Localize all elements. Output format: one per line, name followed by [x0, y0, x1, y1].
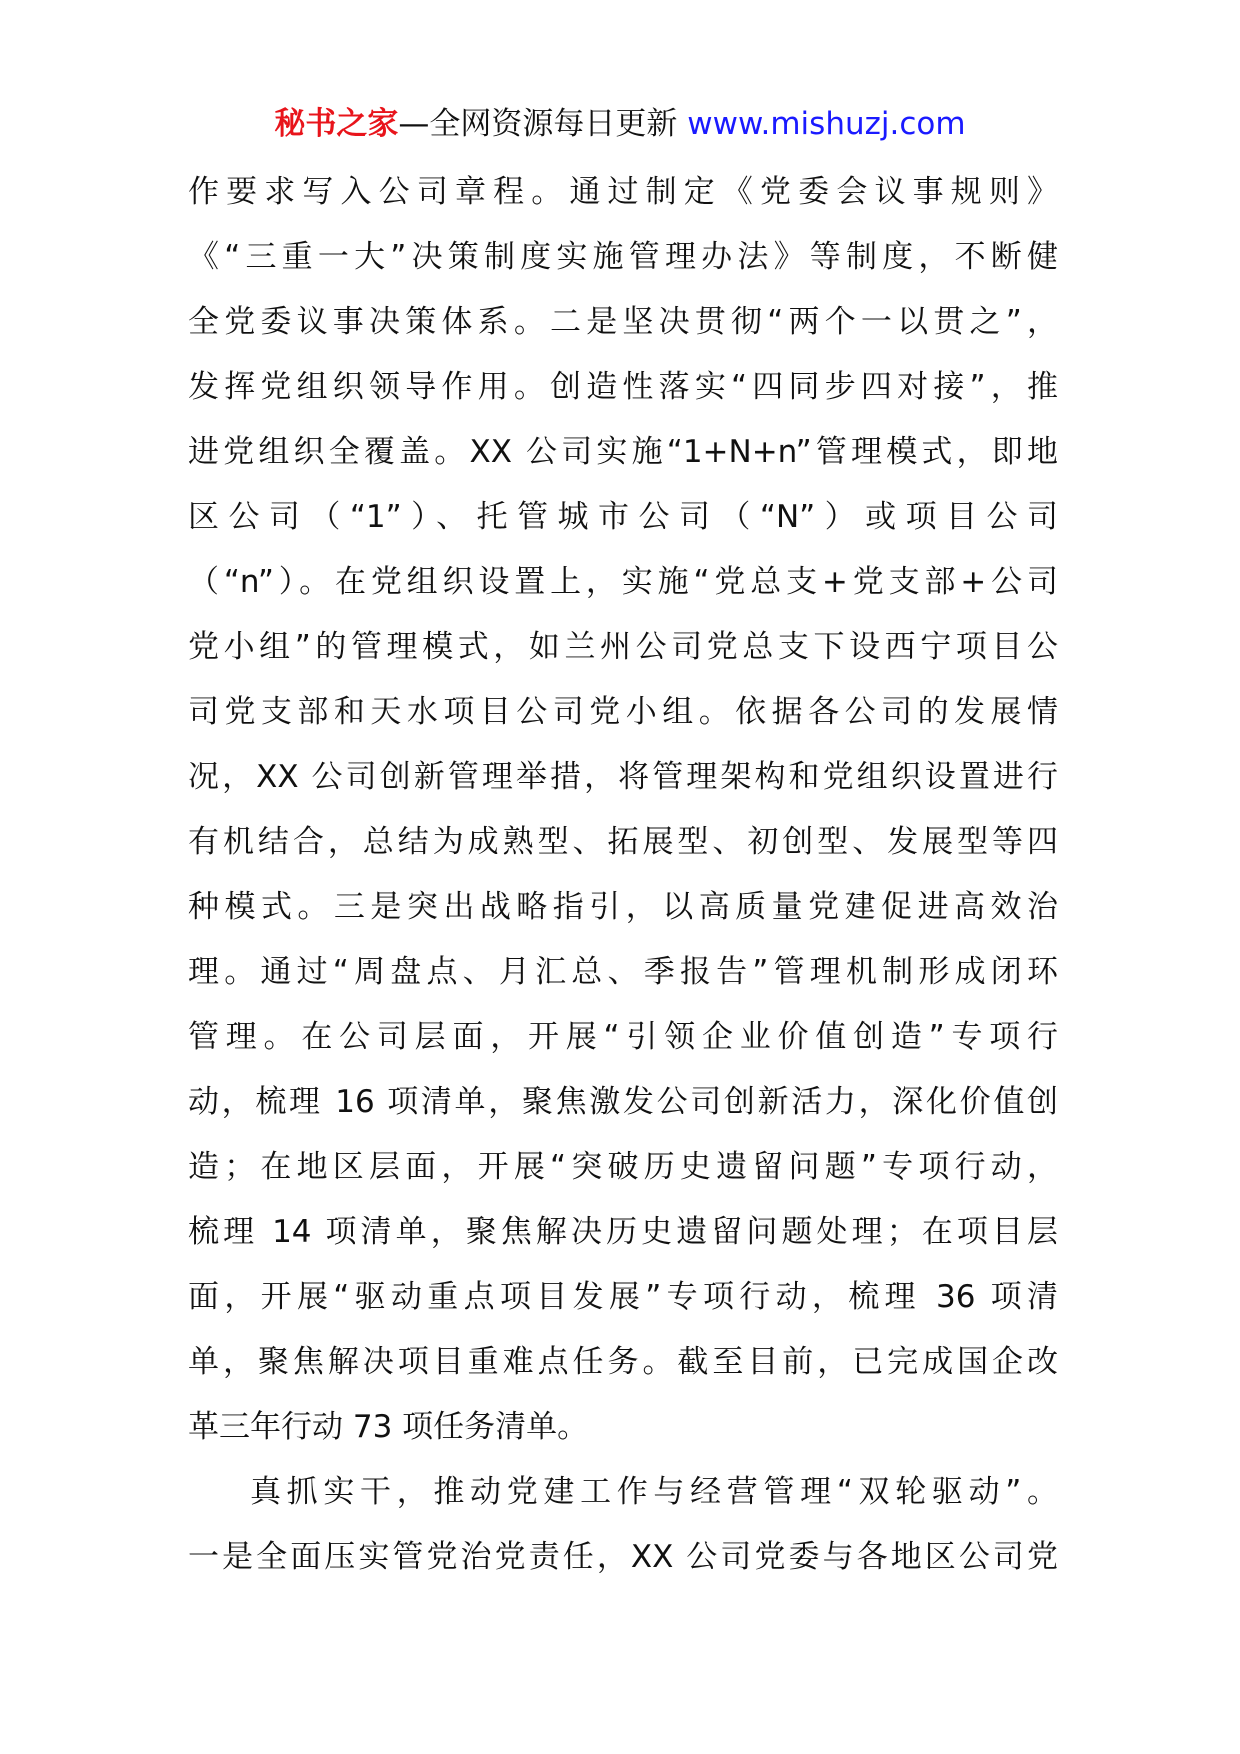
- text-line: 梳理 14 项清单，聚焦解决历史遗留问题处理；在项目层: [188, 1214, 1058, 1250]
- document-body: [188, 160, 1058, 1590]
- text-line: 造；在地区层面，开展“突破历史遗留问题”专项行动，: [188, 1149, 1058, 1185]
- text-line: 进党组织全覆盖。XX 公司实施“1+N+n”管理模式，即地: [188, 434, 1058, 470]
- text-line: 理。通过“周盘点、月汇总、季报告”管理机制形成闭环: [188, 954, 1058, 990]
- text-line: 区公司（“1”）、托管城市公司（“N”）或项目公司: [188, 499, 1058, 535]
- site-slogan: —全网资源每日更新: [398, 106, 688, 142]
- text-line: 《“三重一大”决策制度实施管理办法》等制度，不断健: [188, 239, 1058, 275]
- text-line: 作要求写入公司章程。通过制定《党委会议事规则》: [188, 174, 1058, 210]
- text-line: 种模式。三是突出战略指引，以高质量党建促进高效治: [188, 889, 1058, 925]
- text-line: 有机结合，总结为成熟型、拓展型、初创型、发展型等四: [188, 824, 1058, 860]
- text-line-paragraph-end: 革三年行动 73 项任务清单。: [188, 1409, 589, 1445]
- text-line: 党小组”的管理模式，如兰州公司党总支下设西宁项目公: [188, 629, 1058, 665]
- text-line: 单，聚焦解决项目重难点任务。截至目前，已完成国企改: [188, 1344, 1058, 1380]
- text-line: 况，XX 公司创新管理举措，将管理架构和党组织设置进行: [188, 759, 1058, 795]
- text-line: （“n”）。在党组织设置上，实施“党总支+党支部+公司: [188, 564, 1058, 600]
- text-line-paragraph-start: 真抓实干，推动党建工作与经营管理“双轮驱动”。: [250, 1474, 1058, 1510]
- text-line: 全党委议事决策体系。二是坚决贯彻“两个一以贯之”，: [188, 304, 1058, 340]
- text-line: 动，梳理 16 项清单，聚焦激发公司创新活力，深化价值创: [188, 1084, 1058, 1120]
- text-line: 发挥党组织领导作用。创造性落实“四同步四对接”，推: [188, 369, 1058, 405]
- text-line: 司党支部和天水项目公司党小组。依据各公司的发展情: [188, 694, 1058, 730]
- site-url-link[interactable]: www.mishuzj.com: [687, 106, 966, 142]
- text-line: 一是全面压实管党治党责任，XX 公司党委与各地区公司党: [188, 1539, 1058, 1575]
- site-header: [0, 102, 1240, 146]
- text-line: 管理。在公司层面，开展“引领企业价值创造”专项行: [188, 1019, 1058, 1055]
- site-brand: 秘书之家: [274, 106, 399, 142]
- text-line: 面，开展“驱动重点项目发展”专项行动，梳理 36 项清: [188, 1279, 1058, 1315]
